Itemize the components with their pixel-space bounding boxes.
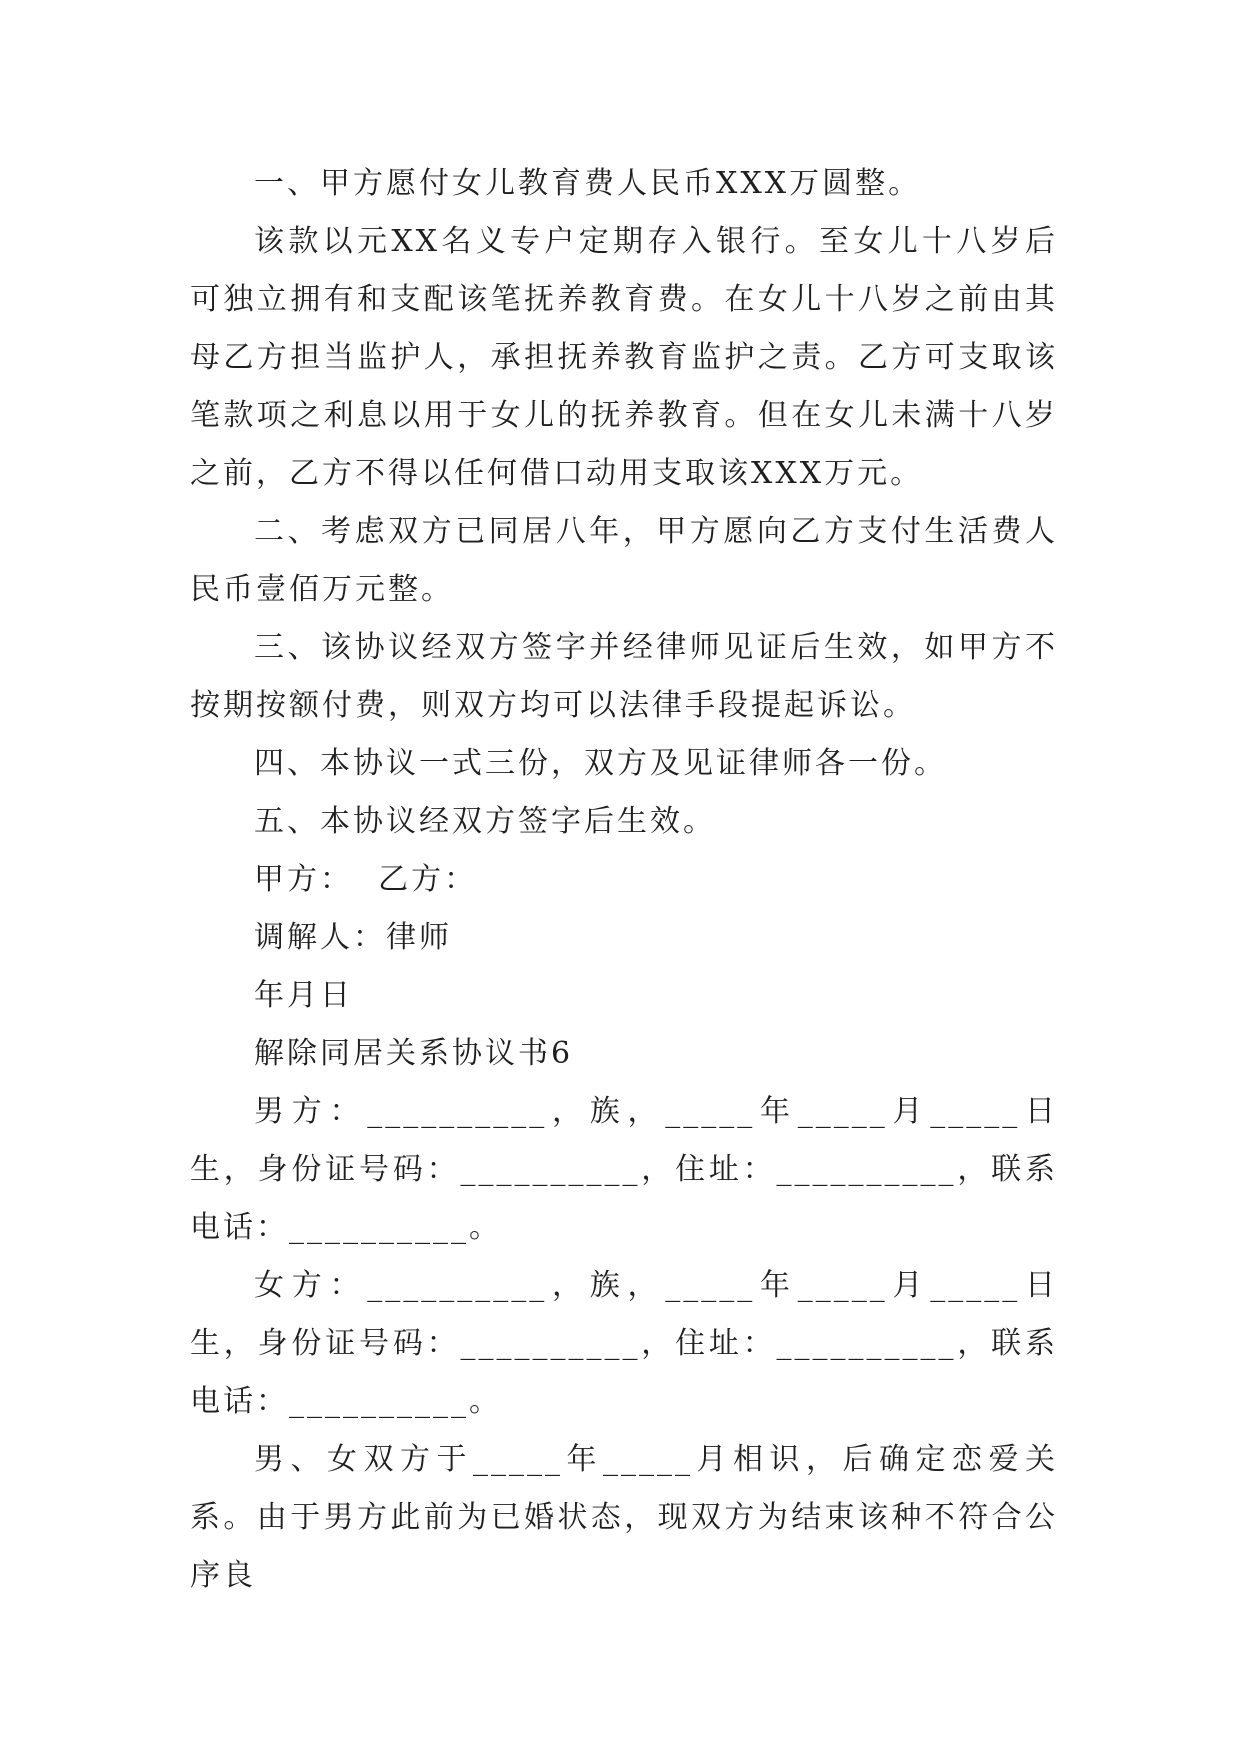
male-party-info: 男方：__________，族，_____年_____月_____日生，身份证号码：__________，住址：__________，联系电话：__________。 xyxy=(190,1094,1058,1245)
mediator-line: 调解人：律师 xyxy=(254,920,452,955)
clause-1: 一、甲方愿付女儿教育费人民币XXX万圆整。 xyxy=(254,166,922,201)
signature-parties: 甲方： 乙方： xyxy=(254,862,478,897)
document-body xyxy=(190,155,1058,1605)
clause-3: 三、该协议经双方签字并经律师见证后生效，如甲方不按期按额付费，则双方均可以法律手段提起诉讼。 xyxy=(190,630,1058,723)
clause-5: 五、本协议经双方签字后生效。 xyxy=(254,804,716,839)
agreement-title: 解除同居关系协议书6 xyxy=(254,1036,574,1071)
relationship-statement: 男、女双方于_____年_____月相识，后确定恋爱关系。由于男方此前为已婚状态，现双方为结束该种不符合公序良 xyxy=(190,1442,1058,1593)
clause-2: 二、考虑双方已同居八年，甲方愿向乙方支付生活费人民币壹佰万元整。 xyxy=(190,514,1058,607)
clause-4: 四、本协议一式三份，双方及见证律师各一份。 xyxy=(254,746,947,781)
female-party-info: 女方：__________，族，_____年_____月_____日生，身份证号码：__________，住址：__________，联系电话：__________。 xyxy=(190,1268,1058,1419)
clause-1-detail: 该款以元XX名义专户定期存入银行。至女儿十八岁后可独立拥有和支配该笔抚养教育费。在女儿十八岁之前由其母乙方担当监护人，承担抚养教育监护之责。乙方可支取该笔款项之利息以用于女儿的抚养教育。但在女儿未满十八岁之前，乙方不得以任何借口动用支取该XXX万元。 xyxy=(190,224,1058,491)
date-line: 年月日 xyxy=(254,978,353,1013)
